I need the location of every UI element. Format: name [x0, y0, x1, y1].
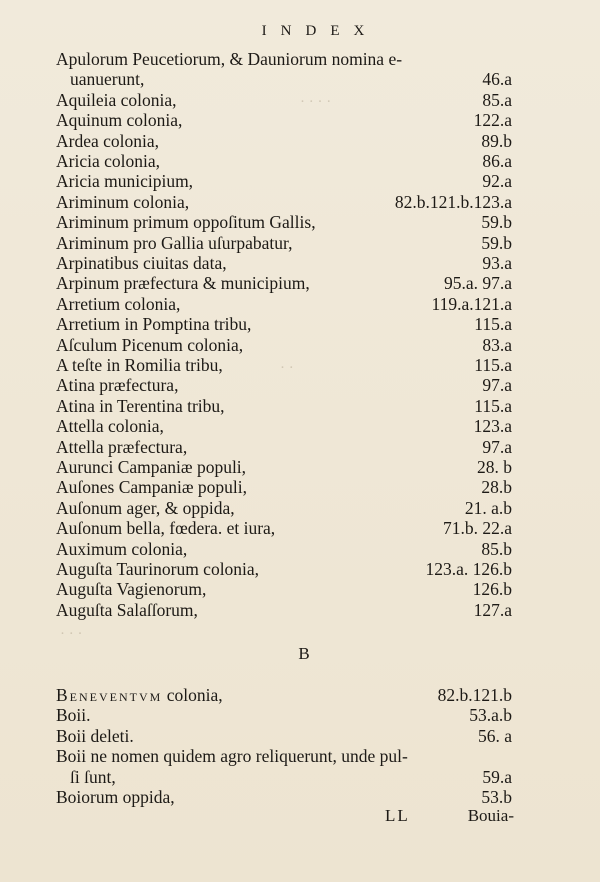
entry-term: Atina in Terentina tribu, — [56, 395, 225, 416]
index-entry — [0, 415, 600, 437]
entry-term: A teſte in Romilia tribu, — [56, 355, 223, 375]
entry-term-rest: colonia, — [162, 685, 223, 705]
entry-term: ſi ſunt, — [70, 766, 116, 787]
entry-term: uanuerunt, — [70, 69, 145, 90]
entry-term: Auguſta Taurinorum colonia, — [56, 559, 260, 579]
catchline — [0, 805, 600, 827]
entry-reference: 93.a — [482, 253, 512, 273]
index-entry — [0, 211, 600, 233]
entry-reference: 59.b — [481, 212, 512, 233]
entry-reference: 123.a — [473, 416, 512, 437]
entry-reference: 59.b — [481, 232, 512, 253]
entry-term: Ariminum primum oppoſitum Gallis, — [56, 212, 316, 233]
entry-term: Atina præfectura, — [56, 375, 179, 396]
bleed-through-decoration: · · · — [60, 626, 83, 642]
entry-term — [56, 684, 223, 706]
entry-term: Auſones Campaniæ populi, — [56, 477, 248, 498]
index-entry — [0, 538, 600, 560]
entry-reference: 82.b.121.b.123.a — [394, 191, 512, 212]
index-entry — [0, 374, 600, 396]
index-entry — [0, 684, 600, 706]
entry-term: Ariminum colonia, — [56, 191, 190, 212]
entry-term: Aurunci Campaniæ populi, — [56, 457, 247, 477]
entry-reference: 46.a — [482, 69, 512, 90]
entry-reference: 86.a — [482, 151, 512, 171]
index-entry — [0, 170, 600, 192]
entry-reference: 97.a — [482, 375, 512, 396]
index-entry — [0, 150, 600, 172]
entry-term: Ardea colonia, — [56, 130, 160, 151]
index-entry — [0, 578, 600, 600]
entry-reference: 119.a.121.a — [431, 293, 512, 314]
entry-term: Attella colonia, — [56, 416, 164, 437]
entry-reference: 89.b — [481, 130, 512, 151]
index-entry — [0, 354, 600, 376]
index-entry — [0, 191, 600, 213]
entry-reference: 53.b — [481, 787, 512, 807]
entry-reference: 92.a — [482, 171, 512, 192]
entry-term: Aquileia colonia, — [56, 89, 177, 110]
entry-reference: 28. b — [477, 457, 512, 477]
running-head: INDEX — [261, 23, 379, 39]
entry-term: Attella præfectura, — [56, 436, 188, 457]
signature-mark: LL — [385, 806, 410, 825]
letter-heading: B — [298, 644, 310, 663]
index-entry — [0, 725, 600, 747]
entry-reference: 53.a.b — [469, 705, 512, 726]
entry-term: Arpinum præfectura & municipium, — [56, 273, 310, 294]
index-entry — [0, 109, 600, 131]
index-entry — [0, 89, 600, 111]
entry-reference: 123.a. 126.b — [425, 559, 512, 579]
index-entry — [0, 68, 600, 90]
index-entry — [0, 517, 600, 539]
entry-reference: 115.a — [474, 314, 512, 335]
entry-reference: 115.a — [474, 355, 512, 375]
entry-term: Arretium in Pomptina tribu, — [56, 314, 252, 335]
index-entry — [0, 436, 600, 458]
entry-reference: 59.a — [482, 766, 512, 787]
entry-reference: 83.a — [482, 334, 512, 355]
index-entry — [0, 232, 600, 254]
entry-reference: 97.a — [482, 436, 512, 457]
index-entry — [0, 130, 600, 152]
index-entry — [0, 293, 600, 315]
index-entry — [0, 456, 600, 478]
bleed-through-decoration: · · · · — [300, 94, 332, 110]
bleed-through-decoration: · · — [280, 360, 294, 376]
index-entry — [0, 334, 600, 356]
entry-term: Auximum colonia, — [56, 538, 188, 559]
entry-reference: 126.b — [472, 579, 512, 600]
index-entry — [0, 599, 600, 621]
entry-term: Boii deleti. — [56, 725, 134, 746]
entry-term: Boii ne nomen quidem agro reliquerunt, unde pul- — [56, 746, 408, 767]
entry-lead-word: Beneventvm — [56, 685, 163, 705]
entry-reference: 71.b. 22.a — [442, 518, 512, 539]
entry-term: Auſonum ager, & oppida, — [56, 497, 235, 518]
entry-reference: 28.b — [481, 477, 512, 498]
entry-term: Auguſta Salaſſorum, — [56, 599, 198, 620]
entry-term: Apulorum Peucetiorum, & Dauniorum nomina e- — [56, 49, 403, 69]
entry-term: Aſculum Picenum colonia, — [56, 334, 244, 355]
index-entry — [0, 766, 600, 788]
index-entry — [0, 48, 600, 70]
entry-reference: 95.a. 97.a — [443, 273, 512, 294]
index-entry — [0, 313, 600, 335]
index-entry — [0, 745, 600, 767]
index-entry — [0, 476, 600, 498]
entry-term: Boii. — [56, 705, 91, 726]
entry-reference: 82.b.121.b — [437, 685, 512, 705]
index-entry — [0, 252, 600, 274]
entry-term: Boiorum oppida, — [56, 787, 175, 807]
index-entry — [0, 395, 600, 417]
entry-term: Aricia municipium, — [56, 171, 194, 192]
entry-reference: 127.a — [473, 599, 512, 620]
entry-reference: 21. a.b — [464, 497, 512, 518]
entry-reference: 85.b — [481, 538, 512, 559]
catchword: Bouia- — [467, 806, 514, 825]
entry-term: Arpinatibus ciuitas data, — [56, 253, 227, 273]
entry-term: Ariminum pro Gallia uſurpabatur, — [56, 232, 293, 253]
entry-term: Arretium colonia, — [56, 293, 181, 314]
entry-reference: 85.a — [482, 89, 512, 110]
index-entry — [0, 497, 600, 519]
entry-term: Auguſta Vagienorum, — [56, 579, 207, 600]
index-entry — [0, 272, 600, 294]
entry-reference: 122.a — [473, 110, 512, 131]
entry-reference: 115.a — [474, 395, 512, 416]
index-entry — [0, 704, 600, 726]
entry-reference: 56. a — [477, 725, 512, 746]
entry-term: Auſonum bella, fœdera. et iura, — [56, 518, 276, 539]
entry-term: Aquinum colonia, — [56, 110, 183, 131]
entry-term: Aricia colonia, — [56, 151, 160, 171]
index-entry — [0, 558, 600, 580]
